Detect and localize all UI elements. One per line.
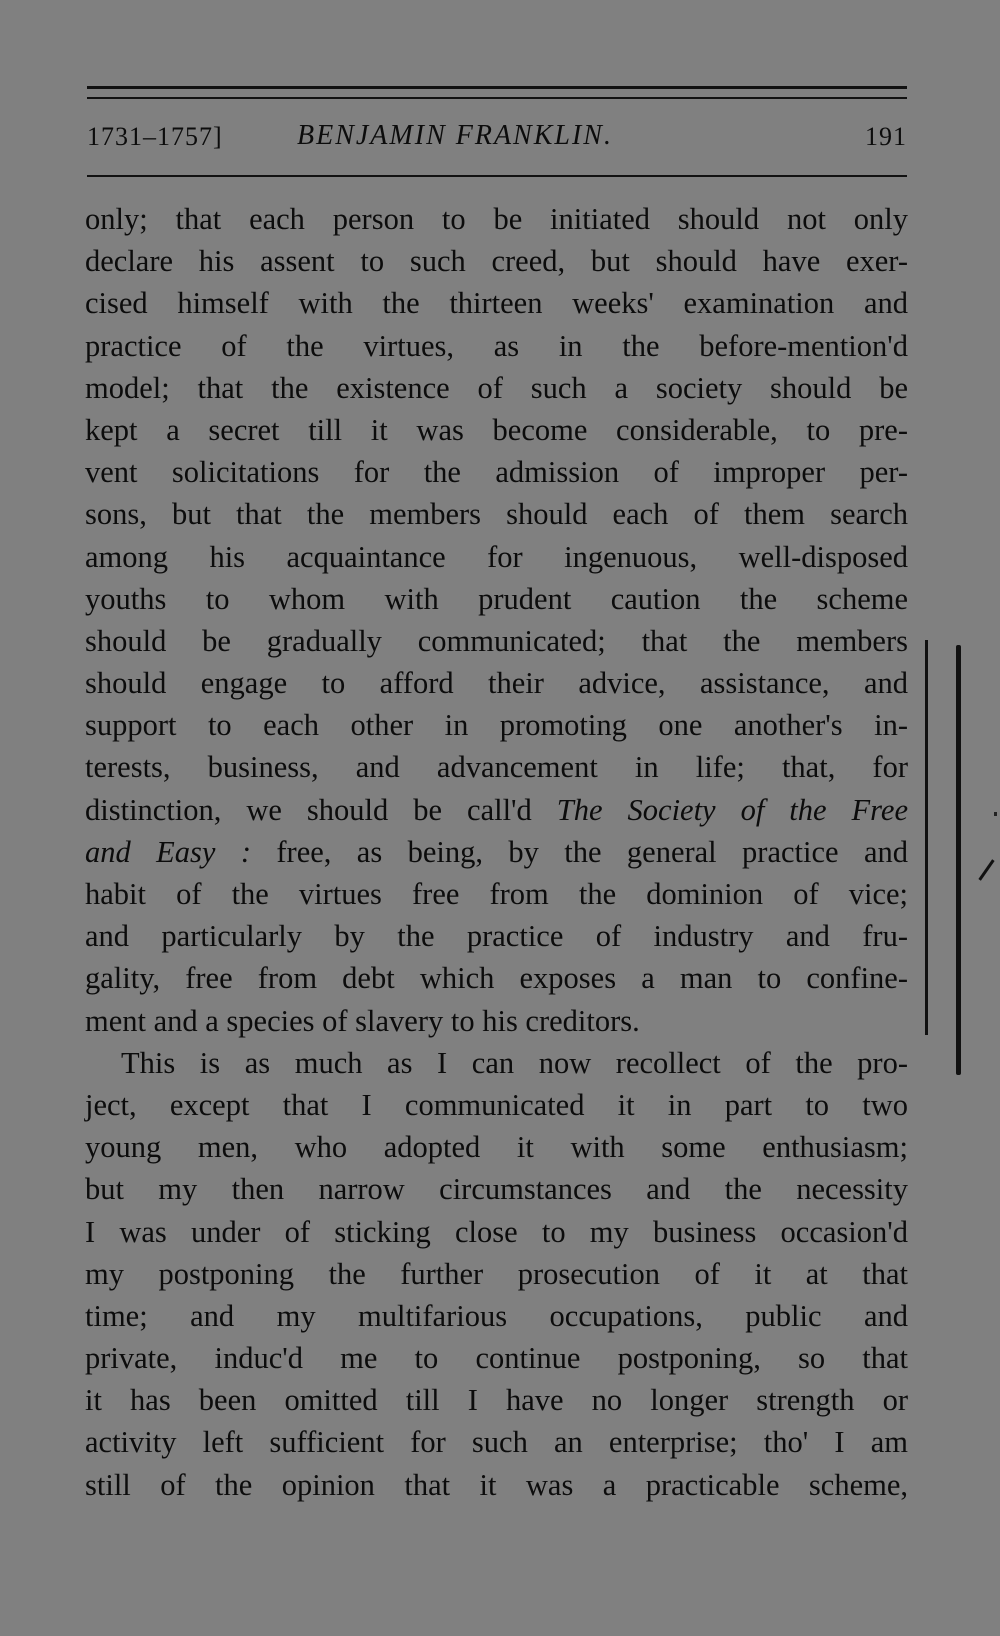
text-line [85, 789, 908, 831]
text-line: kept a secret till it was become considerable, to pre- [85, 412, 908, 447]
text-line: should be gradually communicated; that the members [85, 623, 908, 658]
text-line: cised himself with the thirteen weeks' examination and [85, 286, 908, 321]
text-line [85, 831, 908, 873]
text-line: still of the opinion that it was a practicable scheme, [85, 1467, 908, 1502]
text-line: young men, who adopted it with some enthusiasm; [85, 1130, 908, 1165]
text-line: gality, free from debt which exposes a man to confine- [85, 961, 908, 996]
text-line: support to each other in promoting one another's in- [85, 708, 908, 743]
text-line: and particularly by the practice of industry and fru- [85, 919, 908, 954]
text-line: only; that each person to be initiated should not only [85, 202, 908, 236]
text-line: declare his assent to such creed, but should have exer- [85, 244, 908, 279]
text-line: I was under of sticking close to my business occasion'd [85, 1214, 908, 1249]
text-line: sons, but that the members should each of them search [85, 497, 908, 532]
body-text [85, 198, 908, 1506]
text-line: activity left sufficient for such an enterprise; tho' I am [85, 1425, 908, 1460]
text-line: ment and a species of slavery to his creditors. [85, 1003, 640, 1038]
text-line: private, induc'd me to continue postponing, so that [85, 1341, 908, 1376]
text-line: This is as much as I can now recollect of the pro- [121, 1045, 908, 1080]
header-rule-bottom [87, 175, 907, 177]
margin-pencil-dot [994, 812, 997, 816]
text-line: my postponing the further prosecution of it at that [85, 1256, 908, 1291]
text-line: habit of the virtues free from the dominion of vice; [85, 877, 908, 911]
text-line: practice of the virtues, as in the before-mention'd [85, 328, 908, 363]
running-head [87, 118, 907, 162]
margin-pencil-tick [978, 859, 994, 880]
text-line: time; and my multifarious occupations, public and [85, 1298, 908, 1333]
text-line: youths to whom with prudent caution the scheme [85, 581, 908, 616]
text-line: terests, business, and advancement in life; that, for [85, 750, 908, 785]
margin-bar-thick [956, 645, 961, 1075]
text-line: among his acquaintance for ingenuous, well-disposed [85, 539, 908, 574]
text-line: vent solicitations for the admission of improper per- [85, 455, 908, 490]
text-line: it has been omitted till I have no longer strength or [85, 1383, 908, 1418]
text-line: ject, except that I communicated it in part to two [85, 1087, 908, 1122]
text-line: but my then narrow circumstances and the necessity [85, 1172, 908, 1207]
text-segment: free, as being, by the general practice and [250, 834, 908, 869]
text-line: should engage to afford their advice, assistance, and [85, 666, 908, 701]
text-segment: distinction, we should be call'd [85, 792, 557, 827]
italic-society-name: The Society of the Free [556, 792, 908, 827]
text-line: model; that the existence of such a society should be [85, 370, 908, 405]
margin-bar-thin [925, 640, 928, 1035]
header-title: BENJAMIN FRANKLIN. [297, 120, 613, 151]
header-rule-top [87, 86, 907, 89]
header-dates: 1731–1757] [87, 122, 223, 151]
italic-society-name-end: and Easy : [85, 834, 251, 869]
page-number: 191 [865, 122, 907, 151]
header-rule-second [87, 97, 907, 99]
